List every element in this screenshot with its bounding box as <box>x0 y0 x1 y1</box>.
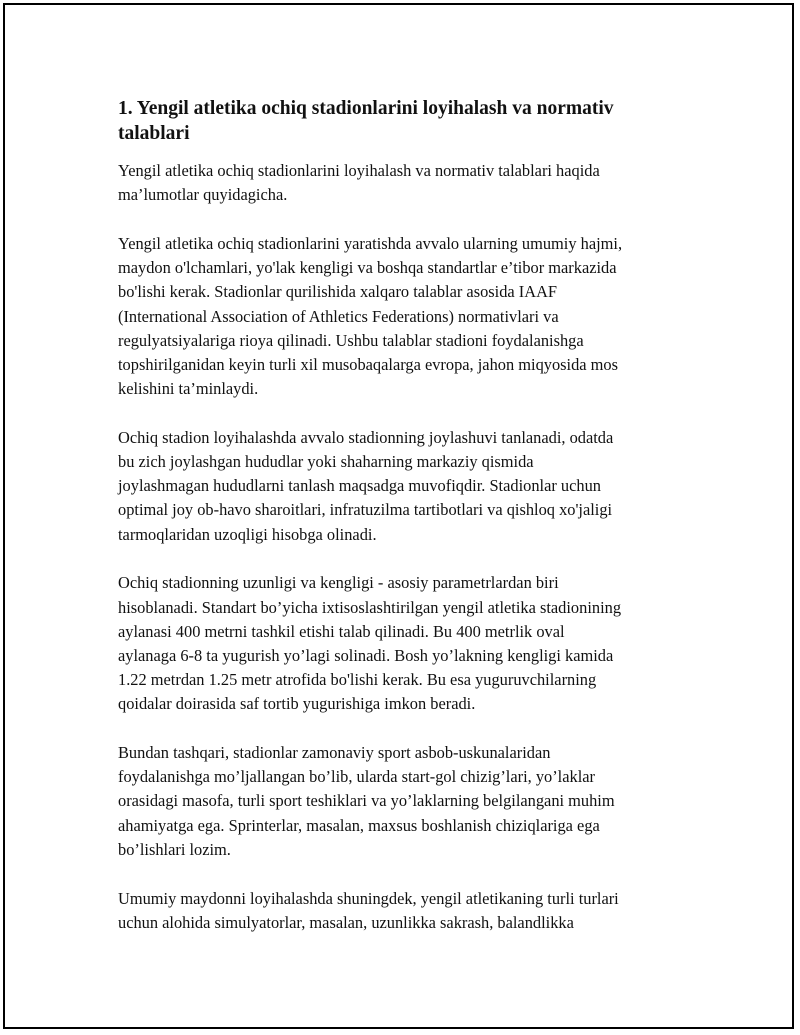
paragraph-field-design: Umumiy maydonni loyihalashda shuningdek, yengil atletikaning turli turlari uchun alohida simulyatorlar, masalan, uzunlikka sakrash, balandlikka <box>118 888 619 932</box>
section-heading: 1. Yengil atletika ochiq stadionlarini loyihalash va normativ talablari <box>118 98 614 144</box>
paragraph-location: Ochiq stadion loyihalashda avvalo stadionning joylashuvi tanlanadi, odatda bu zich joylashgan hududlar yoki shaharning markaziy qismida joylashmagan hududlarni tanlash maqsadga muvofiqdir. Stadionlar uchun optimal joy ob-havo sharoitlari, infratuzilma tartibotlari va qishloq xo'jaligi tarmoqlaridan uzoqligi hisobga olinadi. <box>118 427 614 544</box>
paragraph-track-dimensions: Ochiq stadionning uzunligi va kengligi - asosiy parametrlardan biri hisoblanadi. Standart bo’yicha ixtisoslashtirilgan yengil atletika stadionining aylanasi 400 metrni tashkil etishi talab qilinadi. Bu 400 metrlik oval aylanaga 6-8 ta yugurish yo’lagi solinadi. Bosh yo’lakning kengligi kamida 1.22 metrdan 1.25 metr atrofida bo'lishi kerak. Bu esa yuguruvchilarning qoidalar doirasida saf tortib yugurishiga imkon beradi. <box>118 573 622 714</box>
paragraph-equipment: Bundan tashqari, stadionlar zamonaviy sport asbob-uskunalaridan foydalanishga mo’ljallangan bo’lib, ularda start-gol chizig’lari, yo’laklar orasidagi masofa, turli sport teshiklari va yo’laklarning belgilangani muhim ahamiyatga ega. Sprinterlar, masalan, maxsus boshlanish chiziqlariga ega bo’lishlari lozim. <box>118 743 615 859</box>
document-body <box>118 96 690 959</box>
paragraph-general-requirements: Yengil atletika ochiq stadionlarini yaratishda avvalo ularning umumiy hajmi, maydon o'lchamlari, yo'lak kengligi va boshqa standartlar e’tibor markazida bo'lishi kerak. Stadionlar qurilishida xalqaro talablar asosida IAAF (International Association of Athletics Federations) normativlari va regulyatsiyalariga rioya qilinadi. Ushbu talablar stadioni foydalanishga topshirilganidan keyin turli xil musobaqalarga evropa, jahon miqyosida mos kelishini ta’minlaydi. <box>118 233 623 399</box>
paragraph-intro: Yengil atletika ochiq stadionlarini loyihalash va normativ talablari haqida ma’lumotlar quyidagicha. <box>118 161 600 205</box>
